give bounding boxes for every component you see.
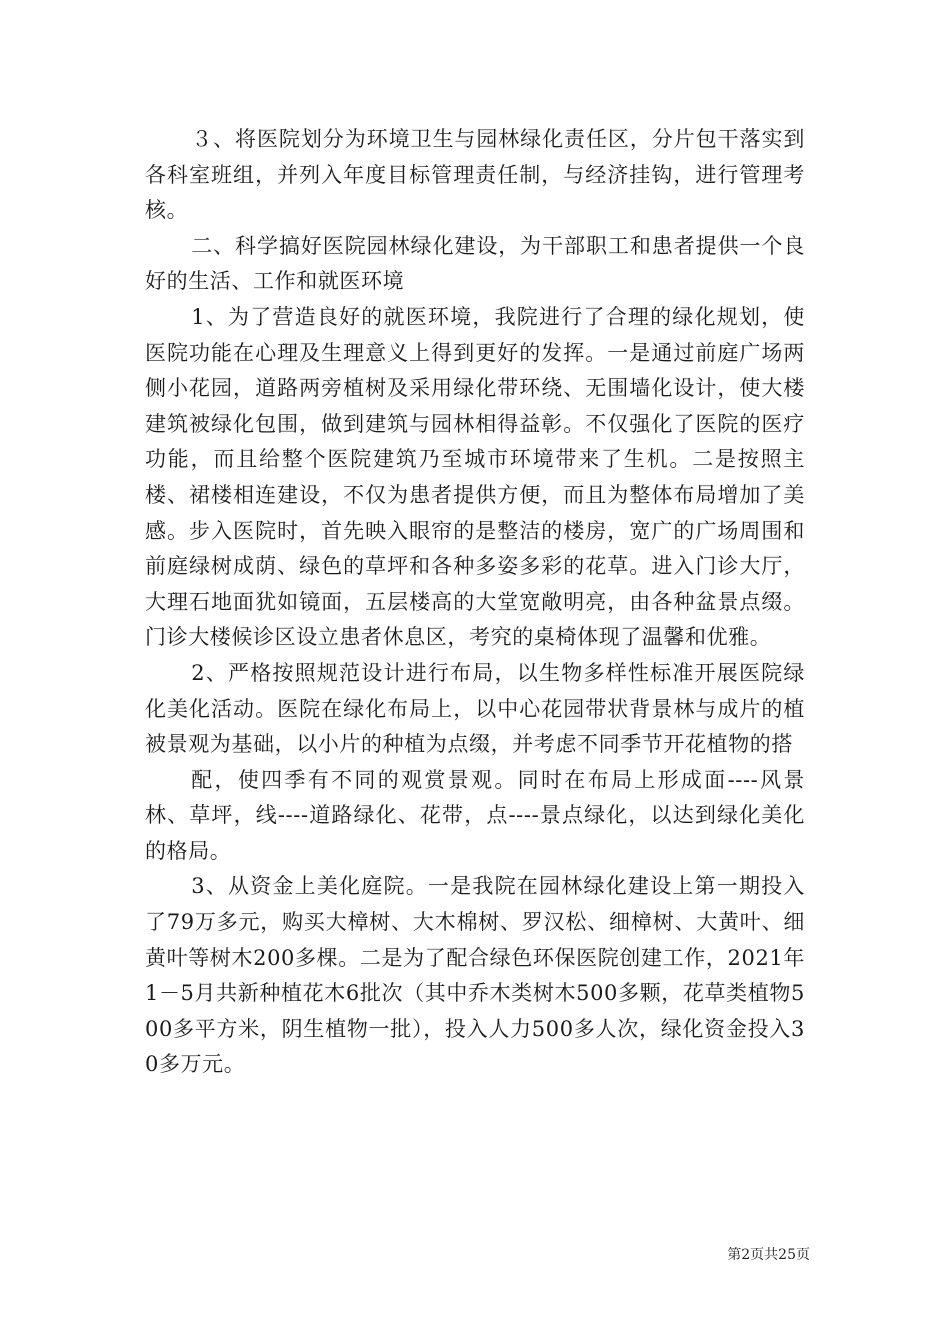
section-heading-greening: 二、科学搞好医院园林绿化建设，为干部职工和患者提供一个良好的生活、工作和就医环境 [145,233,805,294]
paragraph-responsibility-zones: ３、将医院划分为环境卫生与园林绿化责任区，分片包干落实到各科室班组，并列入年度目标管理责任制，与经济挂钩，进行管理考核。 [145,127,805,223]
paragraph-layout-continued: 配，使四季有不同的观赏景观。同时在布局上形成面----风景林、草坪，线----道路绿化、花带，点----景点绿化，以达到绿化美化的格局。 [145,767,805,863]
paragraph-layout-design: 2、严格按照规范设计进行布局，以生物多样性标准开展医院绿化美化活动。医院在绿化布局上，以中心花园带状背景林与成片的植被景观为基础，以小片的种植为点缀，并考虑不同季节开花植物的搭 [145,660,805,757]
page-number: 第2页共25页 [727,1247,810,1263]
paragraph-greening-plan: 1、为了营造良好的就医环境，我院进行了合理的绿化规划，使医院功能在心理及生理意义上得到更好的发挥。一是通过前庭广场两侧小花园，道路两旁植树及采用绿化带环绕、无围墙化设计，使大楼建筑被绿化包围，做到建筑与园林相得益彰。不仅强化了医院的医疗功能，而且给整个医院建筑乃至城市环境带来了生机。二是按照主楼、裙楼相连建设，不仅为患者提供方便，而且为整体布局增加了美感。步入医院时，首先映入眼帘的是整洁的楼房，宽广的广场周围和前庭绿树成荫、绿色的草坪和各种多姿多彩的花草。进入门诊大厅，大理石地面犹如镜面，五层楼高的大堂宽敞明亮，由各种盆景点缀。门诊大楼候诊区设立患者休息区，考究的桌椅体现了温馨和优雅。 [145,304,805,650]
paragraph-funding: 3、从资金上美化庭院。一是我院在园林绿化建设上第一期投入了79万多元，购买大樟树、大木棉树、罗汉松、细樟树、大黄叶、细黄叶等树木200多棵。二是为了配合绿色环保医院创建工作，2021年1－5月共新种植花木6批次（其中乔木类树木500多颗，花草类植物500多平方米，阴生植物一批），投入人力500多人次，绿化资金投入30多万元。 [145,874,805,1077]
body-text [145,122,805,1083]
